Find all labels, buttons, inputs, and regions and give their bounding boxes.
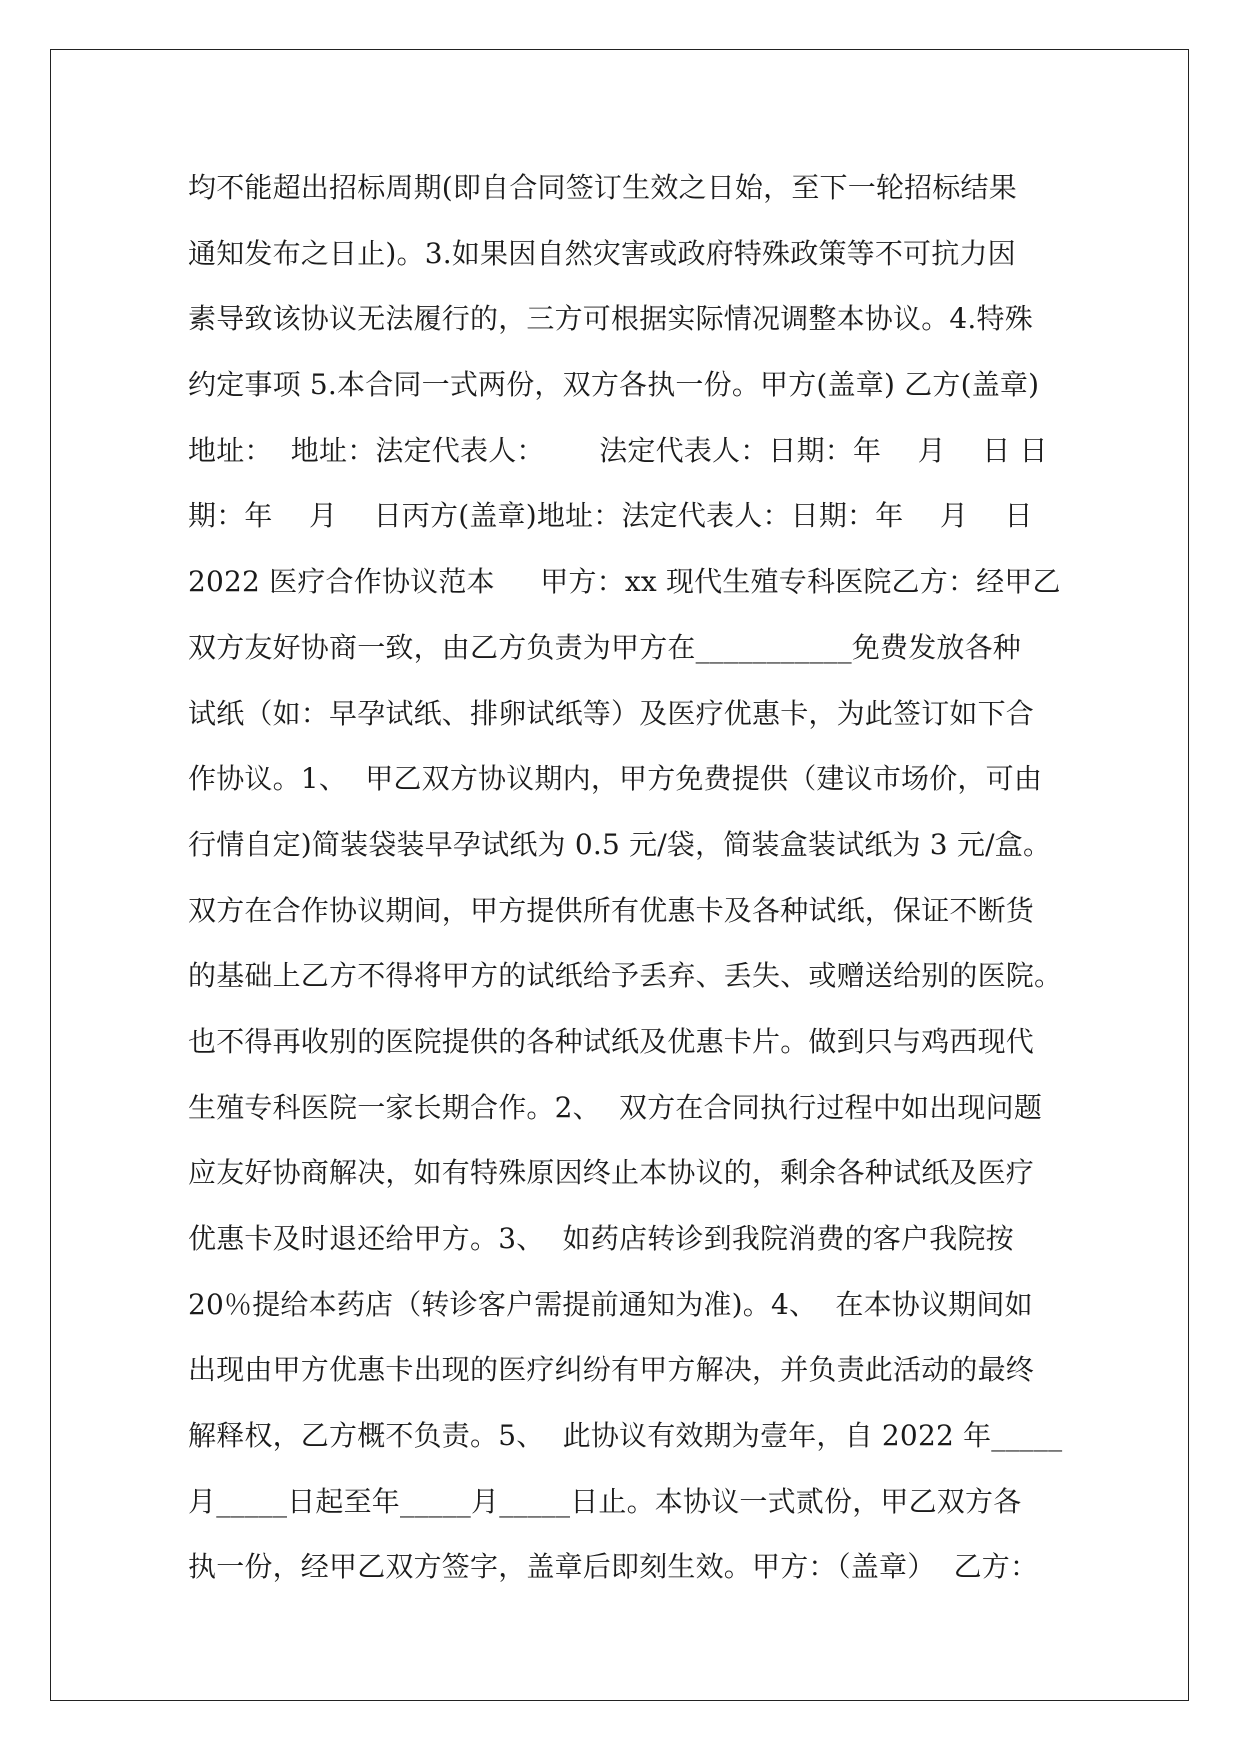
text-line: 作协议。1、 甲乙双方协议期内，甲方免费提供（建议市场价，可由 — [188, 762, 1043, 796]
text-line: 约定事项 5.本合同一式两份，双方各执一份。甲方(盖章) 乙方(盖章) — [188, 368, 1040, 402]
text-line: 均不能超出招标周期(即自合同签订生效之日始，至下一轮招标结果 — [188, 171, 1017, 204]
text-line: 行情自定)简装袋装早孕试纸为 0.5 元/袋，简装盒装试纸为 3 元/盒。 — [188, 827, 1052, 861]
text-line: 地址： 地址：法定代表人： 法定代表人：日期：年 月 日 日 — [188, 433, 1048, 467]
text-line: 素导致该协议无法履行的，三方可根据实际情况调整本协议。4.特殊 — [188, 302, 1033, 336]
text-line: 20％提给本药店（转诊客户需提前通知为准)。4、 在本协议期间如 — [188, 1287, 1033, 1321]
text-line: 优惠卡及时退还给甲方。3、 如药店转诊到我院消费的客户我院按 — [188, 1222, 1014, 1255]
text-line: 出现由甲方优惠卡出现的医疗纠纷有甲方解决，并负责此活动的最终 — [188, 1353, 1035, 1387]
text-line: 生殖专科医院一家长期合作。2、 双方在合同执行过程中如出现问题 — [188, 1090, 1043, 1124]
text-line: 执一份，经甲乙双方签字，盖章后即刻生效。甲方：（盖章） 乙方： — [188, 1550, 1039, 1584]
text-line: 的基础上乙方不得将甲方的试纸给予丢弃、丢失、或赠送给别的医院。 — [188, 959, 1063, 993]
text-line: 应友好协商解决，如有特殊原因终止本协议的，剩余各种试纸及医疗 — [188, 1156, 1035, 1190]
text-line: 解释权，乙方概不负责。5、 此协议有效期为壹年，自 2022 年_____ — [188, 1419, 1063, 1453]
text-line: 双方友好协商一致，由乙方负责为甲方在___________免费发放各种 — [188, 630, 1022, 664]
document-body — [188, 155, 1063, 1600]
text-line: 2022 医疗合作协议范本 甲方：xx 现代生殖专科医院乙方：经甲乙 — [188, 565, 1061, 599]
text-line: 期：年 月 日丙方(盖章)地址：法定代表人：日期：年 月 日 — [188, 499, 1033, 533]
text-line: 月_____日起至年_____月_____日止。本协议一式贰份，甲乙双方各 — [188, 1484, 1022, 1518]
text-line: 试纸（如：早孕试纸、排卵试纸等）及医疗优惠卡，为此签订如下合 — [188, 696, 1035, 730]
text-line: 也不得再收别的医院提供的各种试纸及优惠卡片。做到只与鸡西现代 — [188, 1024, 1035, 1058]
text-line: 通知发布之日止)。3.如果因自然灾害或政府特殊政策等不可抗力因 — [188, 236, 1016, 270]
text-line: 双方在合作协议期间，甲方提供所有优惠卡及各种试纸，保证不断货 — [188, 893, 1035, 927]
